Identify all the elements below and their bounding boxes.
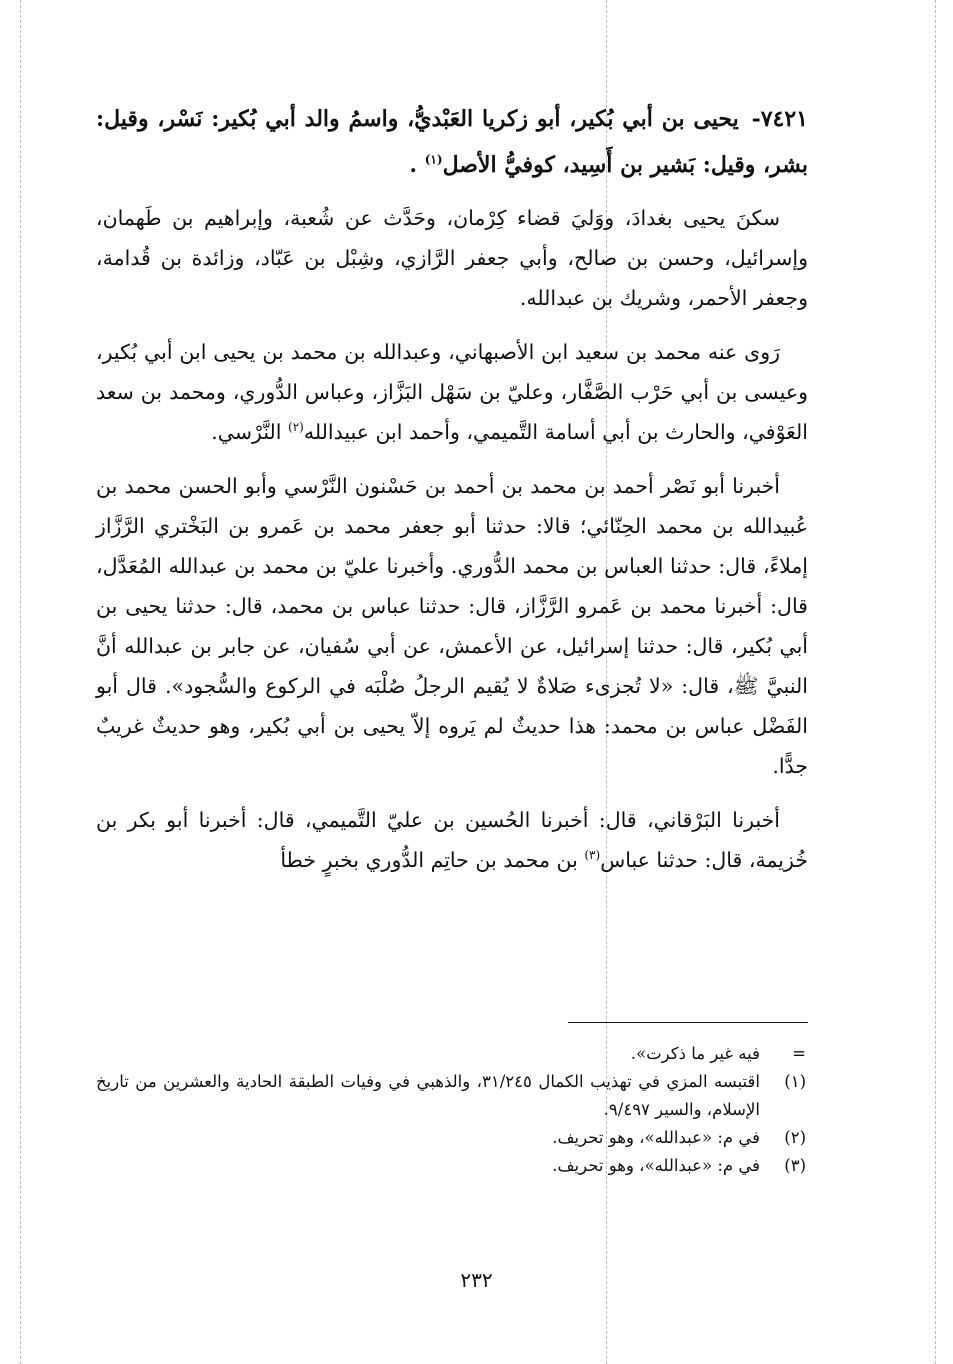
paragraph-barqani-end: بن محمد بن حاتِم الدُّوري بخبرٍ خطأ xyxy=(280,848,585,872)
entry-heading-text: يحيى بن أبي بُكير، أبو زكريا العَبْديُّ، واسمُ والد أبي بُكير: نَسْر، وقيل: بشر، وقيل: بَشير بن أَسِيد، كوفيُّ الأصل xyxy=(96,106,808,178)
footnote-mark: (١) xyxy=(784,1072,806,1091)
entry-heading-end: . xyxy=(409,152,425,178)
paragraph-students-end: النَّرْسي. xyxy=(211,420,289,444)
footnote-ref-1[interactable]: (١) xyxy=(424,152,443,167)
footnote-continued xyxy=(96,1040,808,1068)
footnotes xyxy=(96,1040,808,1180)
entry-number: ٧٤٢١- xyxy=(751,106,808,132)
right-margin-guide xyxy=(935,0,936,1364)
footnote-text: اقتبسه المزي في تهذيب الكمال ٣١/٢٤٥، والذهبي في وفيات الطبقة الحادية والعشرين من تاريخ الإسلام، والسير ٩/٤٩٧. xyxy=(96,1072,760,1119)
page-number: ٢٣٢ xyxy=(460,1268,493,1292)
paragraph-students-text: رَوى عنه محمد بن سعيد ابن الأصبهاني، وعبدالله بن محمد بن يحيى ابن أبي بُكير، وعيسى بن أبي حَرْب الصَّفَّار، وعليّ بن سَهْل البَزَّاز، وعباس الدُّوري، ومحمد بن سعد العَوْفي، والحارث بن أبي أسامة التَّميمي، وأحمد ابن عبيدالله xyxy=(96,340,808,444)
footnote-mark: (٣) xyxy=(784,1156,806,1175)
footnote-3 xyxy=(96,1152,808,1180)
footnote-1 xyxy=(96,1068,808,1124)
footnote-ref-2[interactable]: (٢) xyxy=(288,420,304,435)
paragraph-barqani xyxy=(96,800,808,880)
footnote-text: في م: «عبدالله»، وهو تحريف. xyxy=(552,1156,760,1175)
footnote-divider xyxy=(568,1022,808,1023)
paragraph-students xyxy=(96,332,808,452)
footnote-mark: (٢) xyxy=(784,1128,806,1147)
footnote-ref-3[interactable]: (٣) xyxy=(584,848,601,863)
page-body xyxy=(96,96,808,894)
footnote-mark: = xyxy=(792,1044,806,1063)
footnote-2 xyxy=(96,1124,808,1152)
paragraph-teachers: سكنَ يحيى بغدادَ، ووَليَ قضاء كِرْمان، وحَدَّث عن شُعبة، وإبراهيم بن طَهمان، وإسرائيل، وحسن بن صالح، وأبي جعفر الرَّازي، وشِبْل بن عَبّاد، وزائدة بن قُدامة، وجعفر الأحمر، وشريك بن عبدالله. xyxy=(96,206,808,310)
footnote-text: فيه غير ما ذكرت». xyxy=(630,1044,760,1063)
entry-heading xyxy=(96,96,808,188)
paragraph-barqani-text: أخبرنا البَرْقاني، قال: أخبرنا الحُسين بن عليّ التَّميمي، قال: أخبرنا أبو بكر بن خُزيمة، قال: حدثنا عباس xyxy=(96,808,808,872)
left-margin-guide xyxy=(20,0,21,1364)
paragraph-hadith: أخبرنا أبو نَصْر أحمد بن محمد بن أحمد بن حَسْنون النَّرْسي وأبو الحسن محمد بن عُبيدالله بن محمد الحِنّائي؛ قالا: حدثنا أبو جعفر محمد بن عَمرو بن البَخْتري الرَّزَّاز إملاءً، قال: حدثنا العباس بن محمد الدُّوري. وأخبرنا عليّ بن محمد بن عبدالله المُعَدَّل، قال: أخبرنا محمد بن عَمرو الرَّزَّاز، قال: حدثنا عباس بن محمد، قال: حدثنا يحيى بن أبي بُكير، قال: حدثنا إسرائيل، عن الأعمش، عن أبي سُفيان، عن جابر بن عبدالله أنَّ النبيَّ ﷺ، قال: «لا تُجزىء صَلاةٌ لا يُقيم الرجلُ صُلْبَه في الركوع والسُّجود». قال أبو الفَضْل عباس بن محمد: هذا حديثٌ لم يَروه إلاّ يحيى بن أبي بُكير، وهو حديثٌ غريبٌ جدًّا. xyxy=(96,474,808,778)
footnote-text: في م: «عبدالله»، وهو تحريف. xyxy=(552,1128,760,1147)
